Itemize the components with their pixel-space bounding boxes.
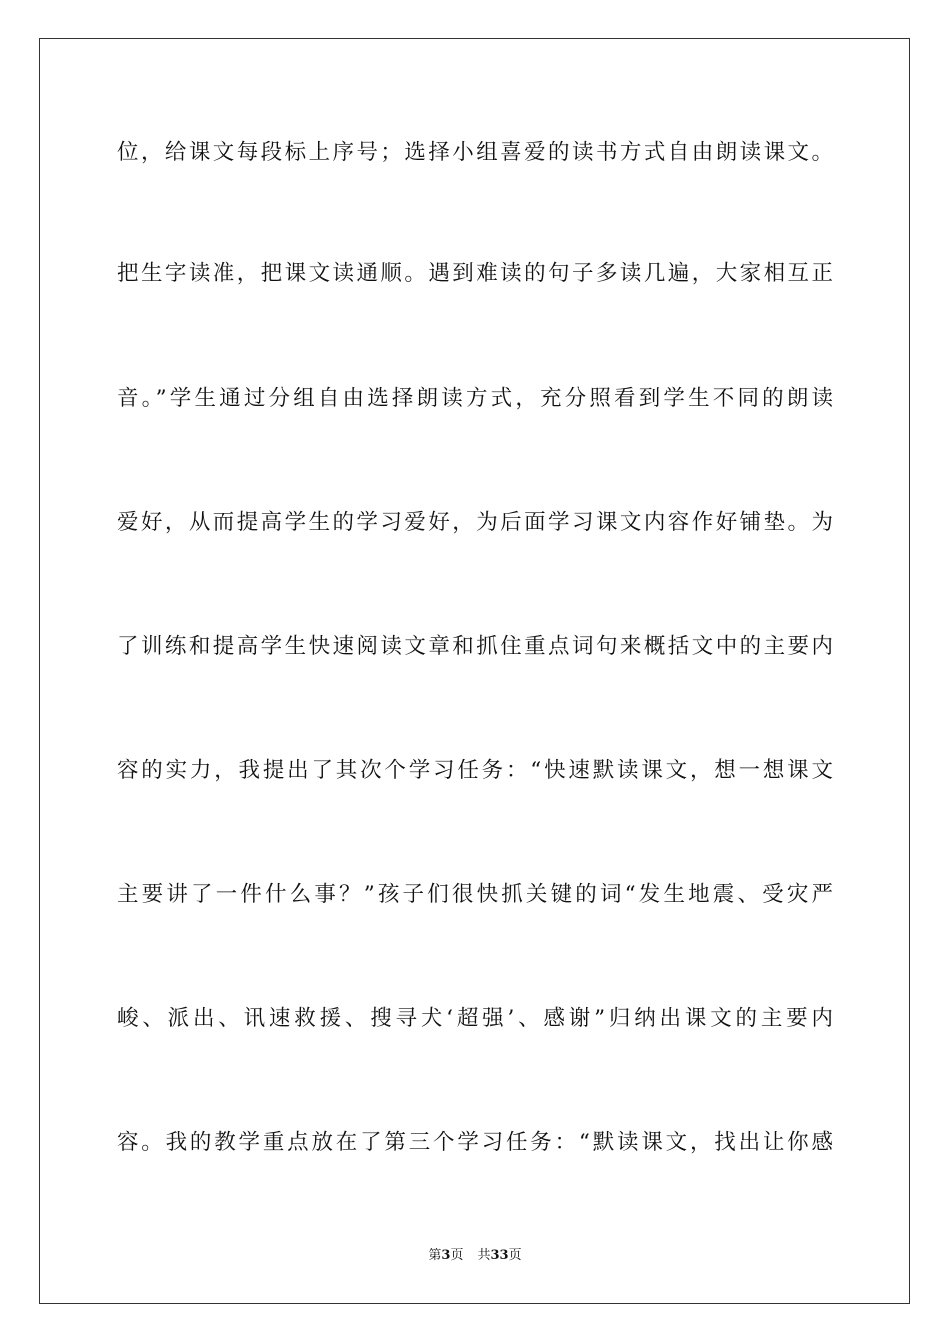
- body-text-line-5: 了训练和提高学生快速阅读文章和抓住重点词句来概括文中的主要内: [117, 634, 833, 659]
- body-text-line-6: 容的实力，我提出了其次个学习任务：“快速默读课文，想一想课文: [117, 758, 833, 783]
- page-prefix: 第: [428, 1248, 442, 1263]
- page-number: 3: [441, 1248, 451, 1263]
- page-footer: [0, 1247, 950, 1265]
- body-text-line-2: 把生字读准，把课文读通顺。遇到难读的句子多读几遍，大家相互正: [117, 261, 833, 286]
- body-text-line-1: 位，给课文每段标上序号；选择小组喜爱的读书方式自由朗读课文。: [117, 140, 833, 165]
- total-pages: 33: [490, 1248, 509, 1263]
- page-suffix: 页: [450, 1248, 464, 1263]
- total-suffix: 页: [508, 1248, 522, 1263]
- body-text-line-3: 音。”学生通过分组自由选择朗读方式，充分照看到学生不同的朗读: [117, 386, 833, 411]
- body-text-line-7: 主要讲了一件什么事？”孩子们很快抓关键的词“发生地震、受灾严: [117, 882, 833, 907]
- body-text-line-4: 爱好，从而提高学生的学习爱好，为后面学习课文内容作好铺垫。为: [117, 510, 833, 535]
- total-prefix: 共: [477, 1248, 491, 1263]
- page-border: [39, 38, 910, 1304]
- body-text-line-9: 容。我的教学重点放在了第三个学习任务：“默读课文，找出让你感: [117, 1130, 833, 1155]
- body-text-line-8: 峻、派出、讯速救援、搜寻犬‘超强’、感谢”归纳出课文的主要内: [117, 1006, 833, 1031]
